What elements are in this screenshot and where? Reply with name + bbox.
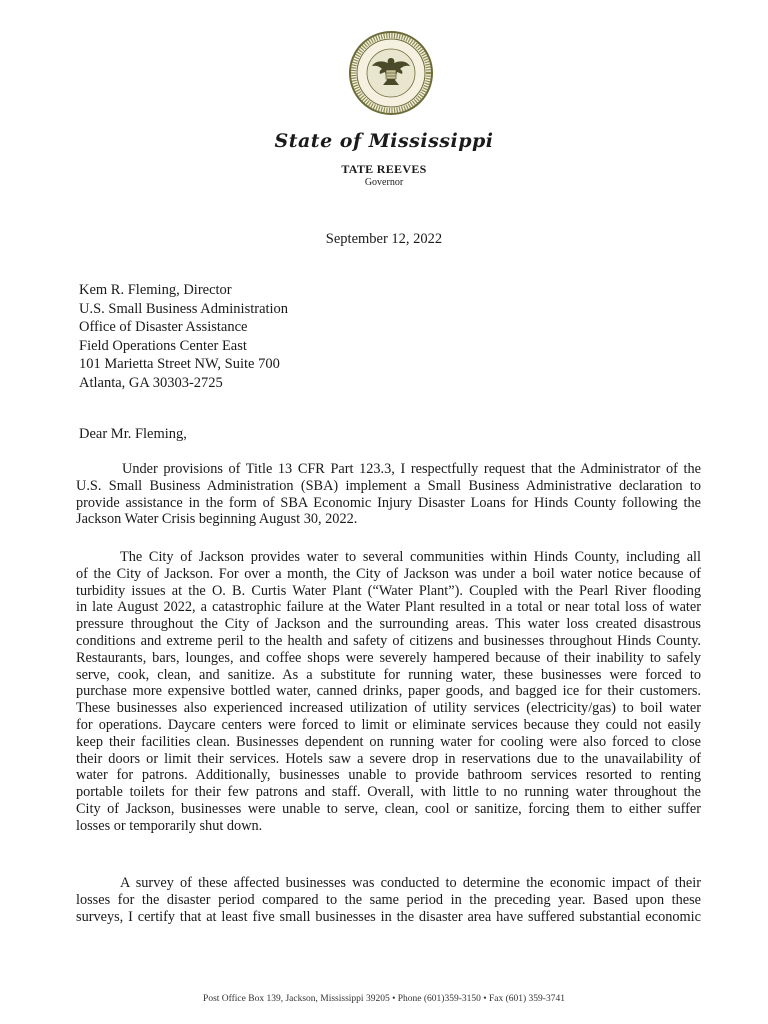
paragraph-line: in late August 2022, a catastrophic failure at the Water Plant resulted in a total or near total loss of water bbox=[76, 599, 701, 616]
paragraph-line: Restaurants, bars, lounges, and coffee shops were severely hampered because of their inability to safely bbox=[76, 649, 701, 666]
paragraph-line: conditions and extreme peril to the health and safety of citizens and businesses throughout Hinds County. bbox=[76, 632, 701, 649]
address-line: Atlanta, GA 30303-2725 bbox=[79, 374, 223, 391]
paragraph-background bbox=[76, 549, 701, 835]
recipient-address bbox=[79, 281, 288, 392]
paragraph-line: portable toilets for their few patrons and staff. Overall, with little to no running water throughout the bbox=[76, 784, 701, 801]
paragraph-line: provide assistance in the form of SBA Economic Injury Disaster Loans for Hinds County following the bbox=[76, 494, 701, 511]
paragraph-line: for operations. Daycare centers were forced to limit or eliminate services because they could not easily bbox=[76, 716, 701, 733]
governor-name: TATE REEVES bbox=[341, 162, 427, 176]
paragraph-line: U.S. Small Business Administration (SBA) implement a Small Business Administrative declaration to bbox=[76, 477, 701, 494]
letterhead-footer: Post Office Box 139, Jackson, Mississippi 39205 • Phone (601)359-3150 • Fax (601) 359-3741 bbox=[203, 994, 565, 1004]
paragraph-line: Jackson Water Crisis beginning August 30, 2022. bbox=[76, 511, 358, 528]
paragraph-line: losses for the disaster period compared to the same period in the preceding year. Based upon these bbox=[76, 891, 701, 908]
governor-title: Governor bbox=[364, 177, 404, 188]
paragraph-line: Under provisions of Title 13 CFR Part 123.3, I respectfully request that the Administrator of the bbox=[122, 461, 701, 477]
salutation: Dear Mr. Fleming, bbox=[79, 426, 187, 442]
address-line: Kem R. Fleming, Director bbox=[79, 282, 232, 298]
paragraph-line: The City of Jackson provides water to several communities within Hinds County, including all bbox=[120, 549, 701, 565]
paragraph-line: These businesses also experienced increased utilization of utility services (electricity/gas) to boil water bbox=[76, 700, 701, 717]
letter-date: September 12, 2022 bbox=[325, 231, 443, 247]
address-line: 101 Marietta Street NW, Suite 700 bbox=[79, 356, 280, 372]
paragraph-line: of the City of Jackson. For over a month, the City of Jackson was under a boil water notice because of bbox=[76, 565, 701, 582]
paragraph-line: turbidity issues at the O. B. Curtis Water Plant (“Water Plant”). Coupled with the Pearl River flooding bbox=[76, 582, 701, 599]
paragraph-line: water for patrons. Additionally, businesses unable to provide bathroom services resorted to renting bbox=[76, 767, 701, 784]
paragraph-line: surveys, I certify that at least five small businesses in the disaster area have suffered substantial economic bbox=[76, 908, 701, 925]
paragraph-survey bbox=[76, 875, 701, 925]
state-seal-icon bbox=[348, 30, 434, 116]
paragraph-request bbox=[76, 461, 701, 528]
paragraph-line: their doors or limit their services. Hotels saw a severe drop in reservations due to the unavailability of bbox=[76, 750, 701, 767]
address-line: U.S. Small Business Administration bbox=[79, 300, 289, 317]
paragraph-line: A survey of these affected businesses was conducted to determine the economic impact of their bbox=[120, 875, 701, 891]
paragraph-line: pressure throughout the City of Jackson and the surrounding areas. This water loss created disastrous bbox=[76, 616, 701, 633]
state-title: State of Mississippi bbox=[274, 130, 494, 152]
paragraph-line: keep their facilities clean. Businesses dependent on running water for cooling were also forced to close bbox=[76, 733, 701, 750]
paragraph-line: serve, cook, clean, and sanitize. As a substitute for running water, these businesses were forced to bbox=[76, 666, 701, 683]
address-line: Office of Disaster Assistance bbox=[79, 319, 248, 335]
paragraph-line: City of Jackson, businesses were unable to serve, clean, cool or sanitize, forcing them to either suffer bbox=[76, 800, 701, 817]
paragraph-line: purchase more expensive bottled water, canned drinks, paper goods, and bagged ice for their customers. bbox=[76, 683, 701, 700]
paragraph-line: losses or temporarily shut down. bbox=[76, 817, 263, 834]
address-line: Field Operations Center East bbox=[79, 337, 247, 354]
